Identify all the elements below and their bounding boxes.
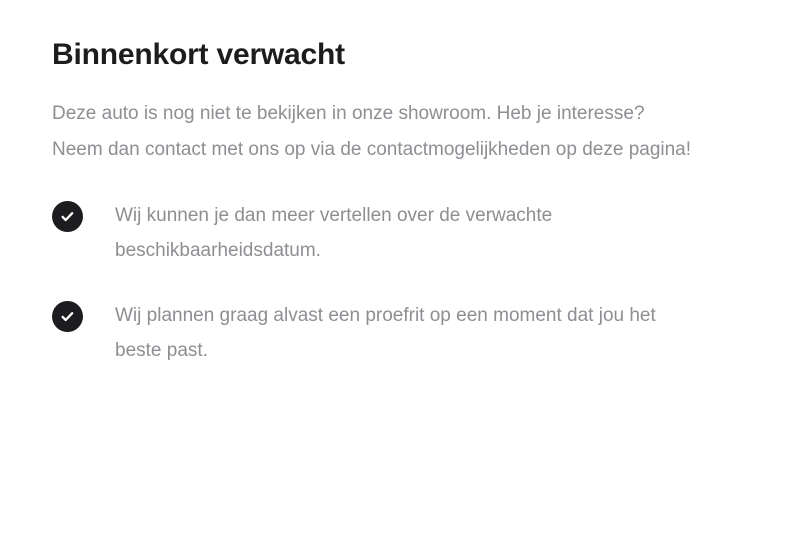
page-title: Binnenkort verwacht — [52, 38, 345, 71]
binnenkort-verwacht-panel — [52, 36, 742, 368]
list-item — [52, 198, 742, 268]
intro-paragraph: Deze auto is nog niet te bekijken in onze showroom. Heb je interesse? Neem dan contact met ons op via de contactmogelijkheden op deze pagina! — [52, 102, 692, 160]
benefit-text: Wij plannen graag alvast een proefrit op een moment dat jou het beste past. — [115, 304, 656, 361]
benefit-text: Wij kunnen je dan meer vertellen over de verwachte beschikbaarheidsdatum. — [115, 204, 553, 261]
check-circle-icon — [52, 201, 83, 232]
benefit-list — [52, 198, 742, 368]
check-circle-icon — [52, 301, 83, 332]
list-item — [52, 298, 742, 368]
